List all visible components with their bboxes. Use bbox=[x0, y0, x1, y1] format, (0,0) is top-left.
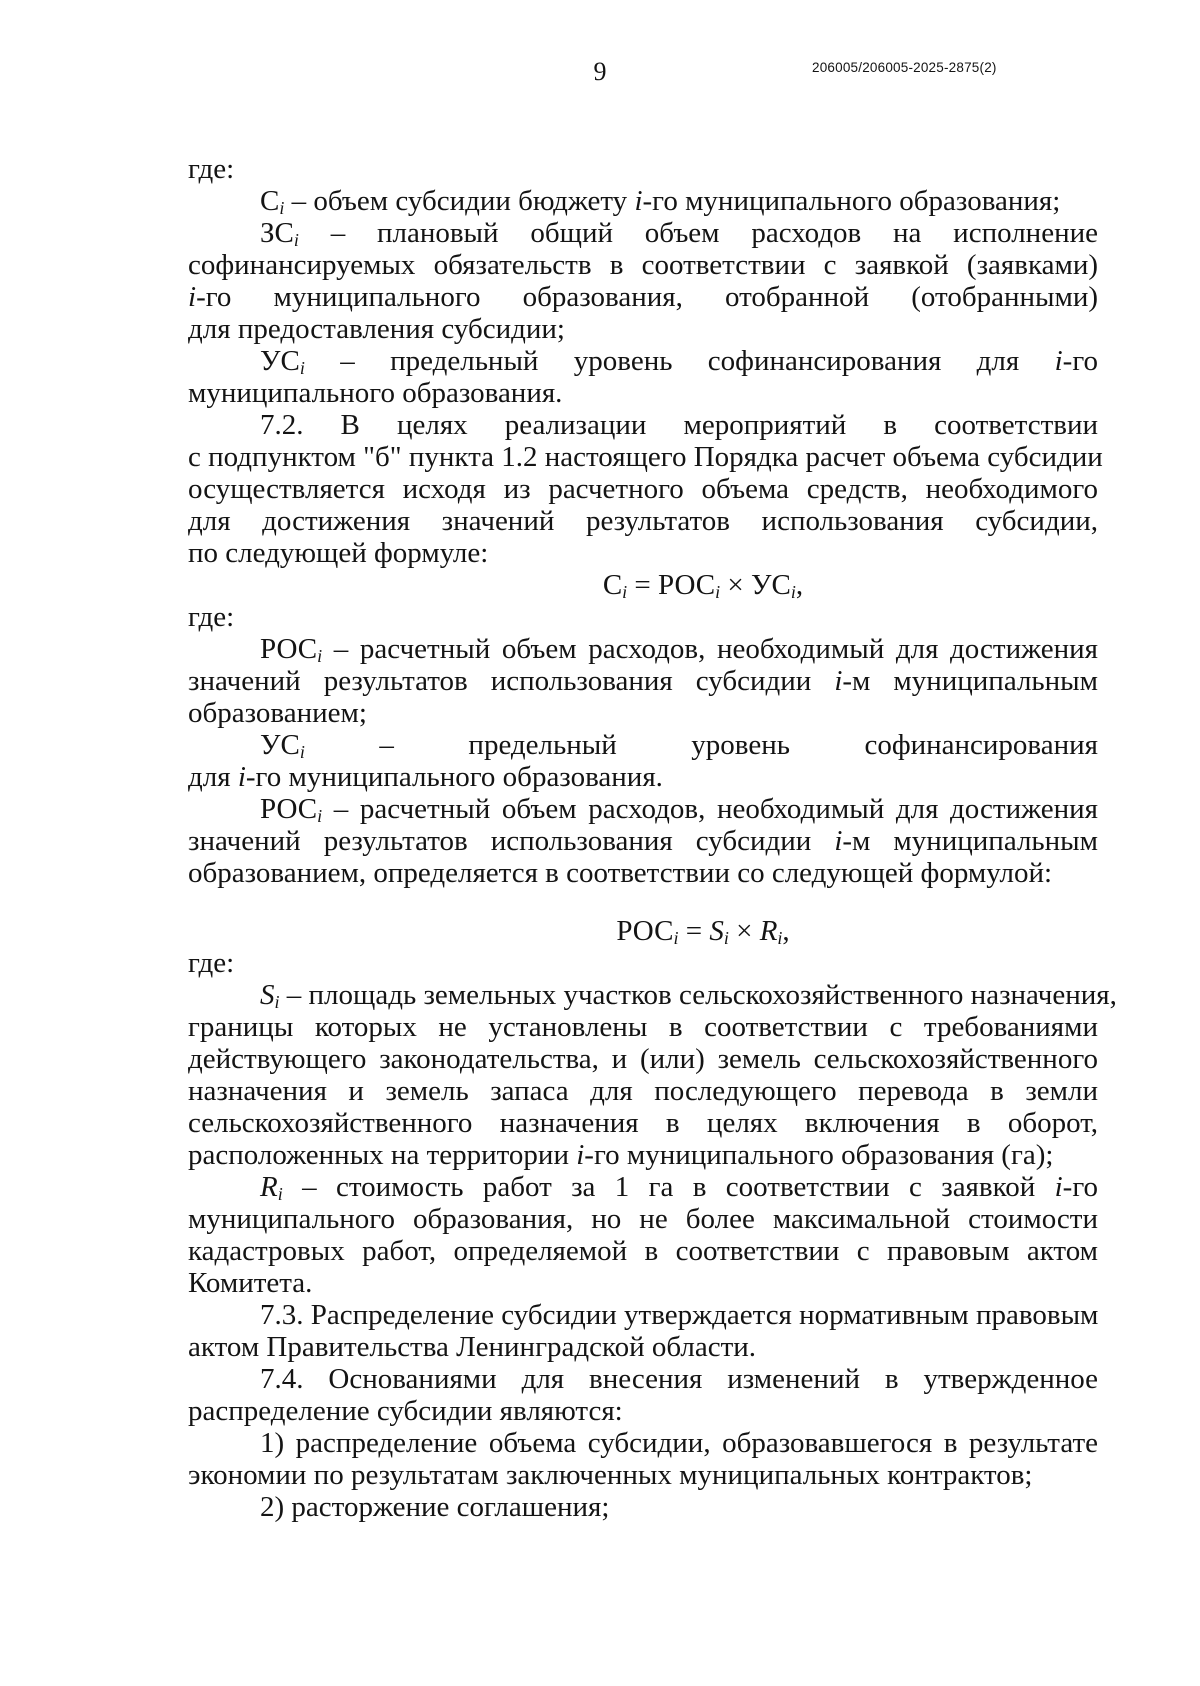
definition-s: $S_i$ – площадь земельных участков сельскохозяйственного назначения, bbox=[260, 979, 1117, 1012]
text-line: для i-го муниципального образования. bbox=[188, 761, 663, 793]
page-number: 9 bbox=[593, 57, 607, 86]
paragraph-7-3: 7.3. Распределение субсидии утверждается нормативным правовым bbox=[260, 1299, 1099, 1331]
text-line: муниципального образования. bbox=[188, 377, 563, 409]
text-line: осуществляется исходя из расчетного объема средств, необходимого bbox=[188, 473, 1098, 505]
text-line: с подпунктом "б" пункта 1.2 настоящего Порядка расчет объема субсидии bbox=[188, 441, 1103, 473]
text-line: Комитета. bbox=[188, 1267, 313, 1299]
definition-r: $R_i$ – стоимость работ за 1 га в соответствии с заявкой i-го bbox=[260, 1171, 1098, 1204]
formula-roc: $РОС_i = S_i \times R_i$, bbox=[616, 915, 790, 948]
text-line: образованием; bbox=[188, 697, 367, 729]
definition-roc-2: $РОС_i$ – расчетный объем расходов, необходимый для достижения bbox=[260, 793, 1098, 826]
text-line: назначения и земель запаса для последующего перевода в земли bbox=[188, 1075, 1098, 1107]
text-line: образованием, определяется в соответствии со следующей формулой: bbox=[188, 857, 1053, 889]
text-line: актом Правительства Ленинградской области. bbox=[188, 1331, 757, 1363]
document-body bbox=[188, 153, 1117, 1523]
definition-roc: $РОС_i$ – расчетный объем расходов, необходимый для достижения bbox=[260, 633, 1098, 666]
list-item-2: 2) расторжение соглашения; bbox=[260, 1491, 610, 1523]
paragraph-7-2: 7.2. В целях реализации мероприятий в соответствии bbox=[260, 409, 1098, 441]
list-item-1: 1) распределение объема субсидии, образовавшегося в результате bbox=[260, 1427, 1098, 1459]
text-line: для предоставления субсидии; bbox=[188, 313, 565, 345]
spacer bbox=[188, 889, 1098, 915]
definition-us-2: $УС_i$ – предельный уровень софинансирования bbox=[260, 729, 1098, 762]
text-line: где: bbox=[188, 947, 235, 979]
text-line: значений результатов использования субсидии i-м муниципальным bbox=[188, 665, 1099, 697]
text-line: где: bbox=[188, 153, 235, 185]
text-line: расположенных на территории i-го муниципального образования (га); bbox=[188, 1139, 1054, 1171]
text-line: действующего законодательства, и (или) земель сельскохозяйственного bbox=[188, 1043, 1098, 1075]
text-line: для достижения значений результатов использования субсидии, bbox=[188, 505, 1098, 537]
text-line: кадастровых работ, определяемой в соответствии с правовым актом bbox=[188, 1235, 1098, 1267]
text-line: значений результатов использования субсидии i-м муниципальным bbox=[188, 825, 1099, 857]
document-id: 206005/206005-2025-2875(2) bbox=[812, 60, 997, 75]
text-line: i-го муниципального образования, отобранной (отобранными) bbox=[188, 281, 1098, 313]
definition-c: $С_i$ – объем субсидии бюджету i-го муниципального образования; bbox=[260, 185, 1061, 218]
text-line: распределение субсидии являются: bbox=[188, 1395, 623, 1427]
paragraph-7-4: 7.4. Основаниями для внесения изменений в утвержденное bbox=[260, 1363, 1098, 1395]
text-line: экономии по результатам заключенных муниципальных контрактов; bbox=[188, 1459, 1033, 1491]
formula-subsidy: $С_i = РОС_i \times УС_i$, bbox=[602, 569, 804, 602]
text-line: муниципального образования, но не более максимальной стоимости bbox=[188, 1203, 1098, 1235]
definition-us: $УС_i$ – предельный уровень софинансирования для i-го bbox=[260, 345, 1098, 378]
text-line: софинансируемых обязательств в соответствии с заявкой (заявками) bbox=[188, 249, 1098, 281]
text-line: где: bbox=[188, 601, 235, 633]
text-line: по следующей формуле: bbox=[188, 537, 489, 569]
text-line: сельскохозяйственного назначения в целях включения в оборот, bbox=[188, 1107, 1098, 1139]
text-line: границы которых не установлены в соответствии с требованиями bbox=[188, 1011, 1098, 1043]
definition-zc: $ЗС_i$ – плановый общий объем расходов на исполнение bbox=[260, 217, 1098, 250]
